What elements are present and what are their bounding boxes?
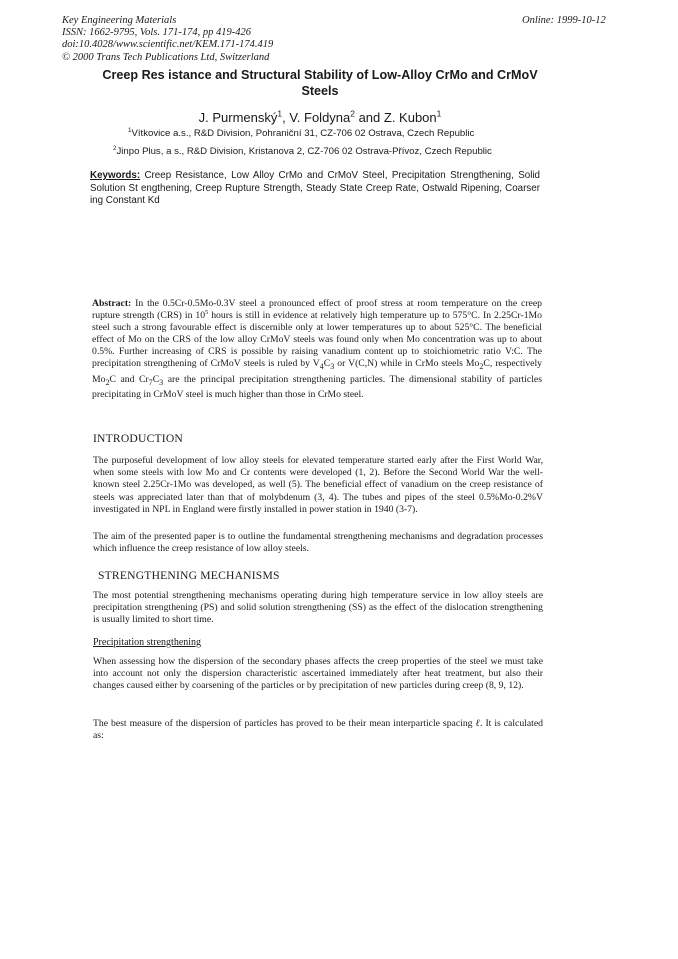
spacing-symbol: ℓ <box>475 718 481 729</box>
exponent: 5 <box>205 308 209 316</box>
subscript: 3 <box>330 362 335 372</box>
affiliation-text: Vítkovice a.s., R&D Division, Pohraniční 31, CZ-706 02 Ostrava, Czech Republic <box>131 128 475 139</box>
abstract-text: or V(C,N) while in CrMo steels Mo <box>334 358 480 370</box>
section-heading-introduction: INTRODUCTION <box>93 432 183 445</box>
section-heading-strengthening: STRENGTHENING MECHANISMS <box>98 569 280 582</box>
abstract-text: C <box>152 373 160 385</box>
paragraph: The most potential strengthening mechanisms operating during high temperature service in low alloy steels are precipitation strengthening (PS) and solid solution strengthening (SS) as the effect of the dislocation strengthening is usually limited to short time. <box>93 590 543 626</box>
affiliation <box>113 146 492 157</box>
abstract-text: hours is still in evidence at relatively high temperature up to 575°C. In 2.25Cr-1Mo steel such a strong favourable effect is discernible only at lower temperatures up to about 525°C. The beneficial effect of Mo on the CRS of the low alloy CrMoV steels was found only when Mo concentration was up to about 0.5%. Further increasing of CRS is possible by raising vanadium content up to stoichiometric ratio V:C. The precipitation strengthening of CrMoV steels is ruled by V <box>92 310 542 370</box>
abstract-text: are the principal precipitation strengthening particles. The dimensional stability of particles precipitating in CrMoV steel is much higher than those in CrMo steel. <box>92 373 542 400</box>
abstract-text: C and Cr <box>109 373 149 385</box>
subsection-heading-precipitation: Precipitation strengthening <box>93 637 202 648</box>
author-list <box>100 110 540 125</box>
author-name: V. Foldyna <box>289 110 351 125</box>
subscript: 2 <box>105 377 110 387</box>
subscript: 2 <box>479 362 484 372</box>
affiliation-mark: 1 <box>277 108 283 119</box>
paper-title: Creep Res istance and Structural Stability of Low-Alloy CrMo and CrMoV Steels <box>102 68 538 98</box>
paragraph: When assessing how the dispersion of the secondary phases affects the creep properties of the steel we must take into account not only the dispersion characteristic ascertained immediately after heat treatment, but also their changes caused either by coarsening of the particles or by precipitation of new particles during creep (8, 9, 12). <box>93 656 543 692</box>
affiliation-text: Jinpo Plus, a s., R&D Division, Kristanova 2, CZ-706 02 Ostrava-Přívoz, Czech Republic <box>116 146 492 157</box>
affiliation-mark: 2 <box>350 108 355 119</box>
journal-name: Key Engineering Materials <box>62 15 177 26</box>
paragraph-text: The best measure of the dispersion of particles has proved to be their mean interparticle spacing <box>93 718 476 729</box>
abstract-text: C <box>323 358 331 370</box>
abstract-text: C, respectively Mo <box>92 358 543 385</box>
author-name: Z. Kubon <box>383 110 437 125</box>
affiliation <box>128 128 474 139</box>
subscript: 3 <box>159 377 164 387</box>
paragraph-text: . It is calculated as: <box>93 718 543 742</box>
author-name: J. Purmenský <box>198 110 278 125</box>
affiliation-mark: 1 <box>436 108 442 119</box>
copyright-line: © 2000 Trans Tech Publications Ltd, Switzerland <box>62 51 270 63</box>
paragraph: The purposeful development of low alloy steels for elevated temperature started early after the First World War, when some steels with low Mo and Cr contents were developed (1, 2). Before the Second World War the well-known steel 2.25Cr-1Mo was developed, as well (5). The beneficial effect of vanadium on the creep resistance of steels was appreciated later than that of molybdenum (3, 4). The tubes and pipes of the steel 0.5%Mo-0.2%V investigated in NPL in England were firstly installed in power station in 1940 (3-7). <box>93 455 543 515</box>
keywords-text: Creep Resistance, Low Alloy CrMo and CrMoV Steel, Precipitation Strengthening, Solid Solution St engthening, Creep Rupture Strength, Steady State Creep Rate, Ostwald Ripening, Coarser ing Constant Kd <box>90 170 540 207</box>
online-date: Online: 1999-10-12 <box>522 15 606 26</box>
journal-header <box>62 15 273 64</box>
author-separator: and <box>354 110 384 125</box>
author-separator: , <box>282 110 290 125</box>
paragraph: The aim of the presented paper is to outline the fundamental strengthening mechanisms and degradation processes which influence the creep resistance of low alloy steels. <box>93 531 543 555</box>
affiliation-mark: 2 <box>113 144 117 152</box>
issn-line: ISSN: 1662-9795, Vols. 171-174, pp 419-426 <box>62 27 251 39</box>
abstract-text: In the 0.5Cr-0.5Mo-0.3V steel a pronounced effect of proof stress at room temperature on the creep rupture strength (CRS) in 10 <box>92 298 542 322</box>
subscript: 7 <box>148 377 153 387</box>
keywords <box>90 170 540 208</box>
keywords-label: Keywords: <box>90 170 141 181</box>
affiliation-mark: 1 <box>128 126 132 134</box>
paragraph <box>93 718 543 742</box>
subscript: 4 <box>319 362 324 372</box>
doi-line: doi:10.4028/www.scientific.net/KEM.171-174.419 <box>62 39 274 51</box>
abstract <box>92 298 542 401</box>
abstract-label: Abstract: <box>92 298 132 309</box>
